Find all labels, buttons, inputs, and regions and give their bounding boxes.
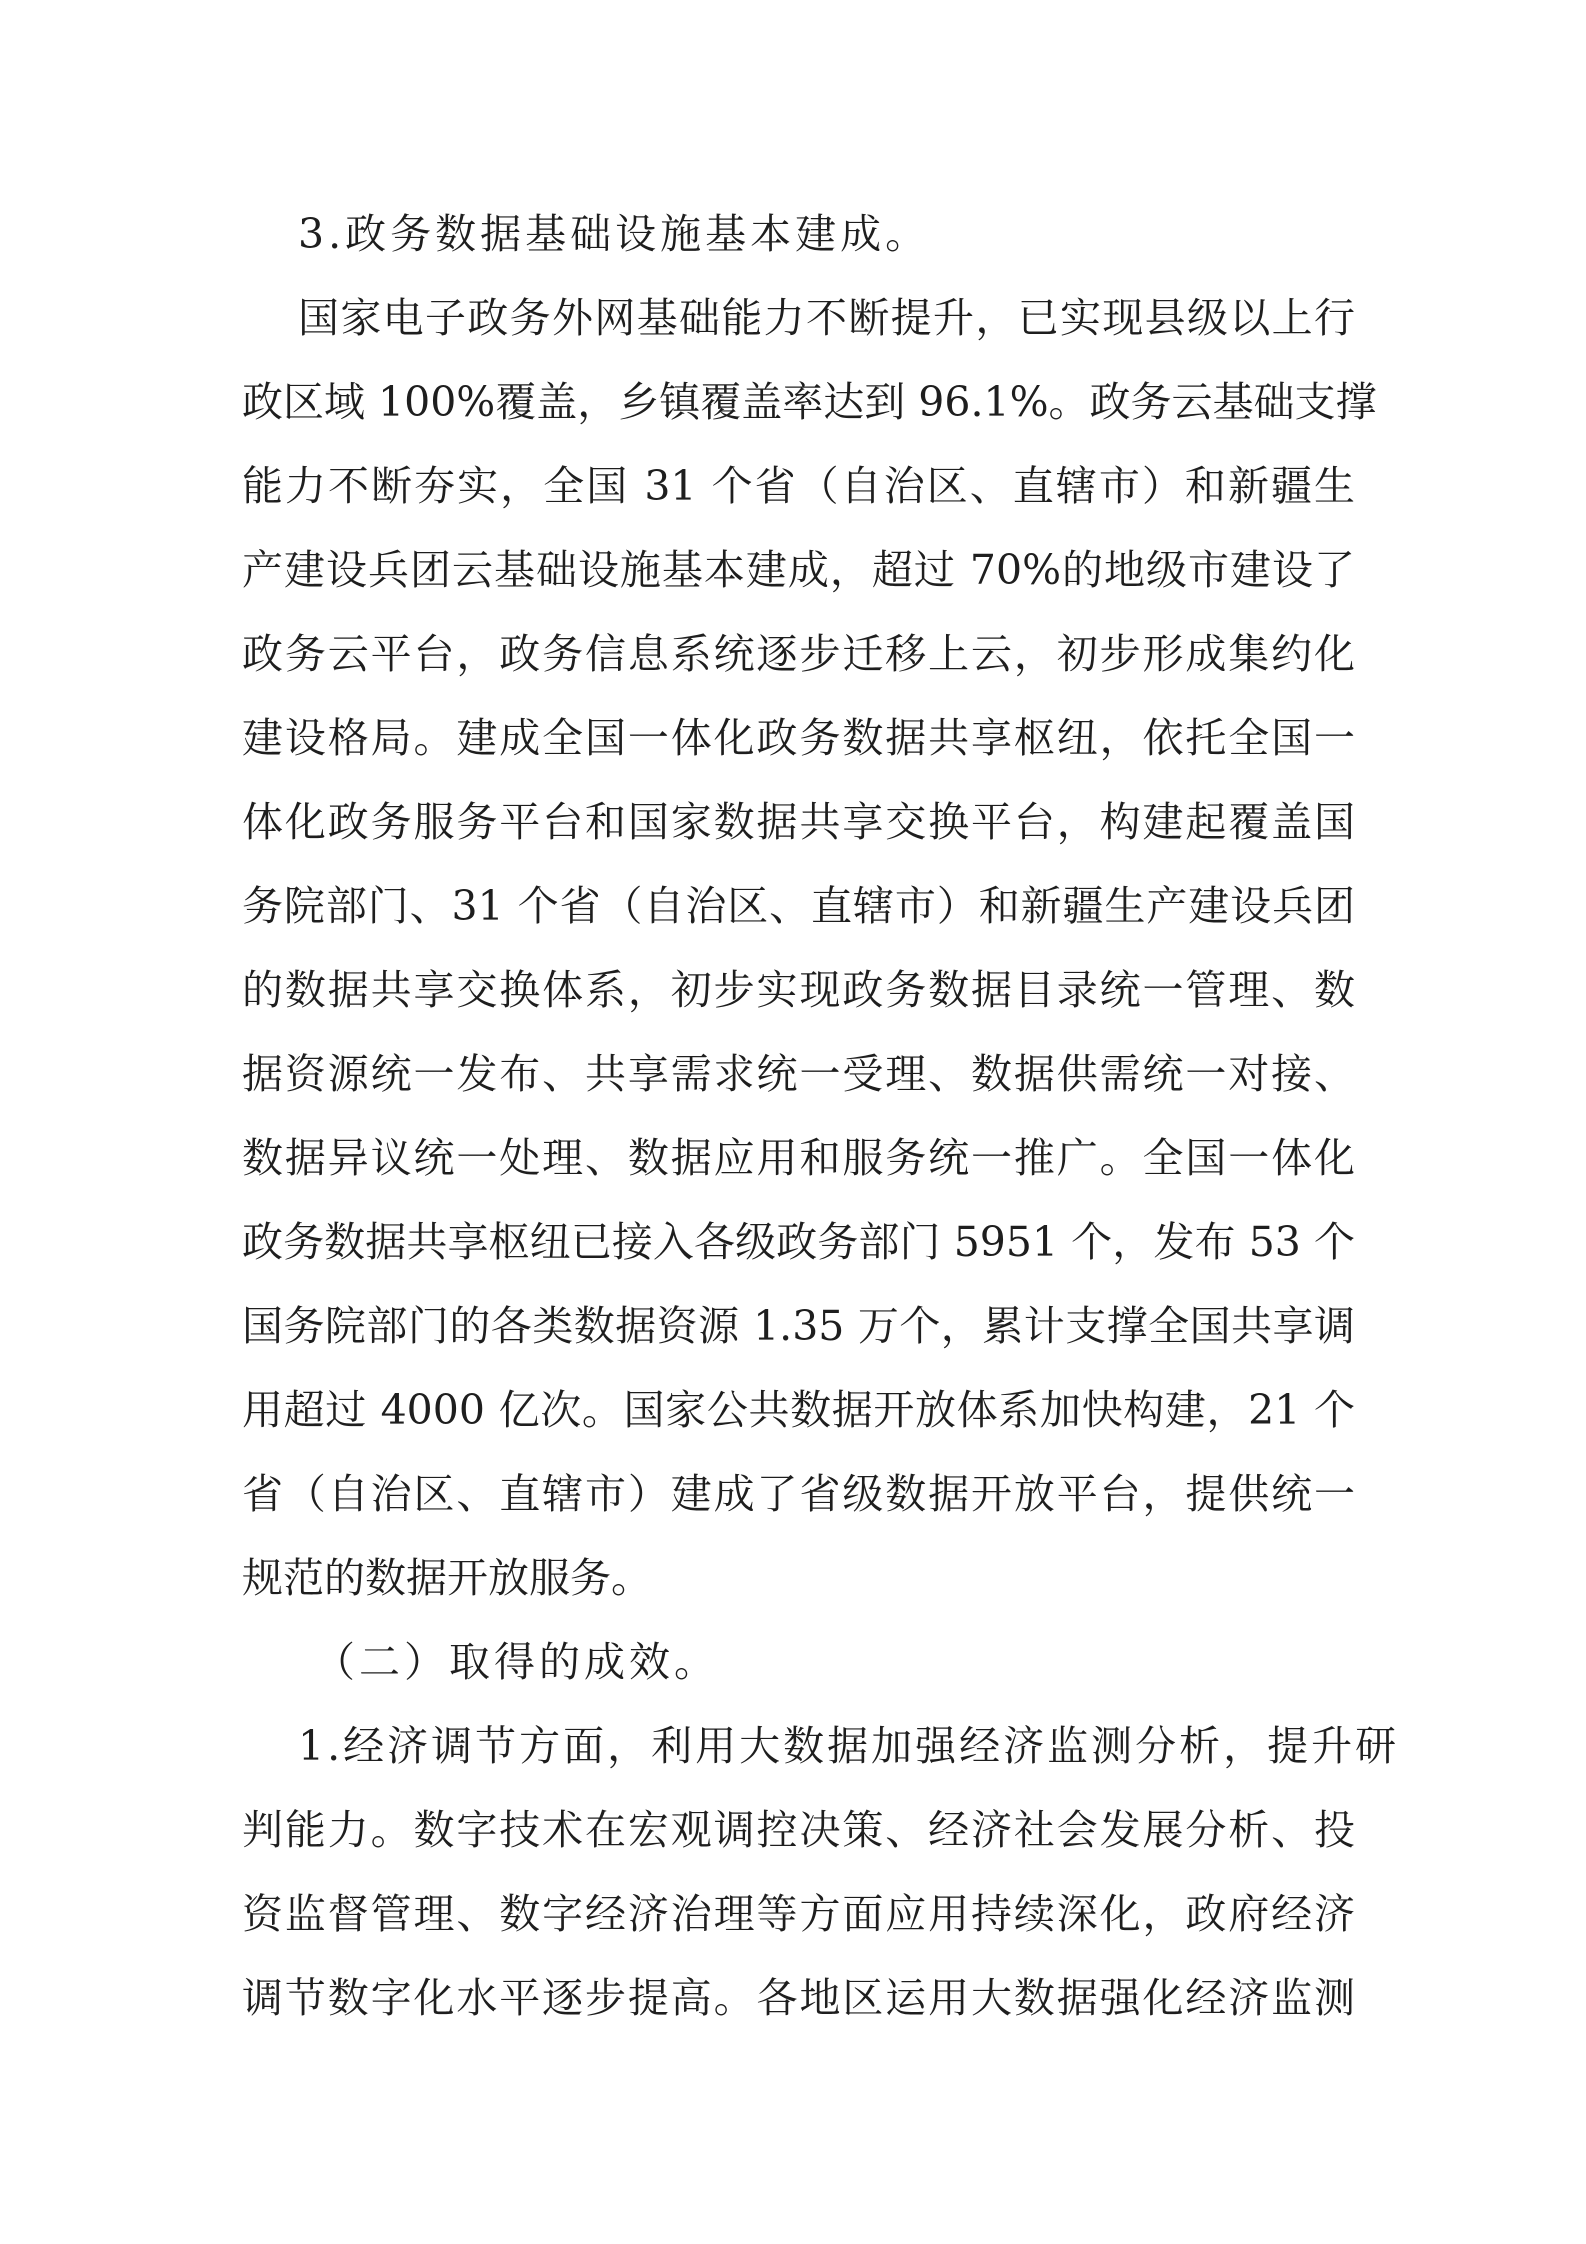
text-line: 规范的数据开放服务。 <box>242 1554 652 1602</box>
text-line: 省（自治区、直辖市）建成了省级数据开放平台，提供统一 <box>242 1470 1355 1518</box>
paragraph-infrastructure <box>242 276 1377 1620</box>
text-line: 据资源统一发布、共享需求统一受理、数据供需统一对接、 <box>242 1050 1355 1098</box>
text-line: 建设格局。建成全国一体化政务数据共享枢纽，依托全国一 <box>242 714 1355 762</box>
text-line: 务院部门、31 个省（自治区、直辖市）和新疆生产建设兵团 <box>242 882 1355 930</box>
text-line: 政务云平台，政务信息系统逐步迁移上云，初步形成集约化 <box>242 630 1355 678</box>
text-line: 资监督管理、数字经济治理等方面应用持续深化，政府经济 <box>242 1890 1355 1938</box>
section-heading: 3.政务数据基础设施基本建成。 <box>298 210 931 258</box>
text-line: 数据异议统一处理、数据应用和服务统一推广。全国一体化 <box>242 1134 1355 1182</box>
text-line: 体化政务服务平台和国家数据共享交换平台，构建起覆盖国 <box>242 798 1355 846</box>
text-line: 调节数字化水平逐步提高。各地区运用大数据强化经济监测 <box>242 1974 1355 2022</box>
document-page <box>242 192 1400 2040</box>
text-line: 产建设兵团云基础设施基本建成，超过 70%的地级市建设了 <box>242 546 1355 594</box>
text-line: 国务院部门的各类数据资源 1.35 万个，累计支撑全国共享调 <box>242 1302 1355 1350</box>
text-line: 判能力。数字技术在宏观调控决策、经济社会发展分析、投 <box>242 1806 1355 1854</box>
text-line: 国家电子政务外网基础能力不断提升，已实现县级以上行 <box>298 294 1355 342</box>
text-line: 用超过 4000 亿次。国家公共数据开放体系加快构建，21 个 <box>242 1386 1355 1434</box>
text-line: 的数据共享交换体系，初步实现政务数据目录统一管理、数 <box>242 966 1355 1014</box>
paragraph-lead-line: 1.经济调节方面，利用大数据加强经济监测分析，提升研 <box>298 1722 1400 1770</box>
text-line: 能力不断夯实，全国 31 个省（自治区、直辖市）和新疆生 <box>242 462 1355 510</box>
paragraph-economic-regulation <box>242 1788 1355 2040</box>
text-line: 政务数据共享枢纽已接入各级政务部门 5951 个，发布 53 个 <box>242 1218 1355 1266</box>
text-line: 政区域 100%覆盖，乡镇覆盖率达到 96.1%。政务云基础支撑 <box>242 378 1377 426</box>
subsection-heading: （二）取得的成效。 <box>314 1638 719 1686</box>
